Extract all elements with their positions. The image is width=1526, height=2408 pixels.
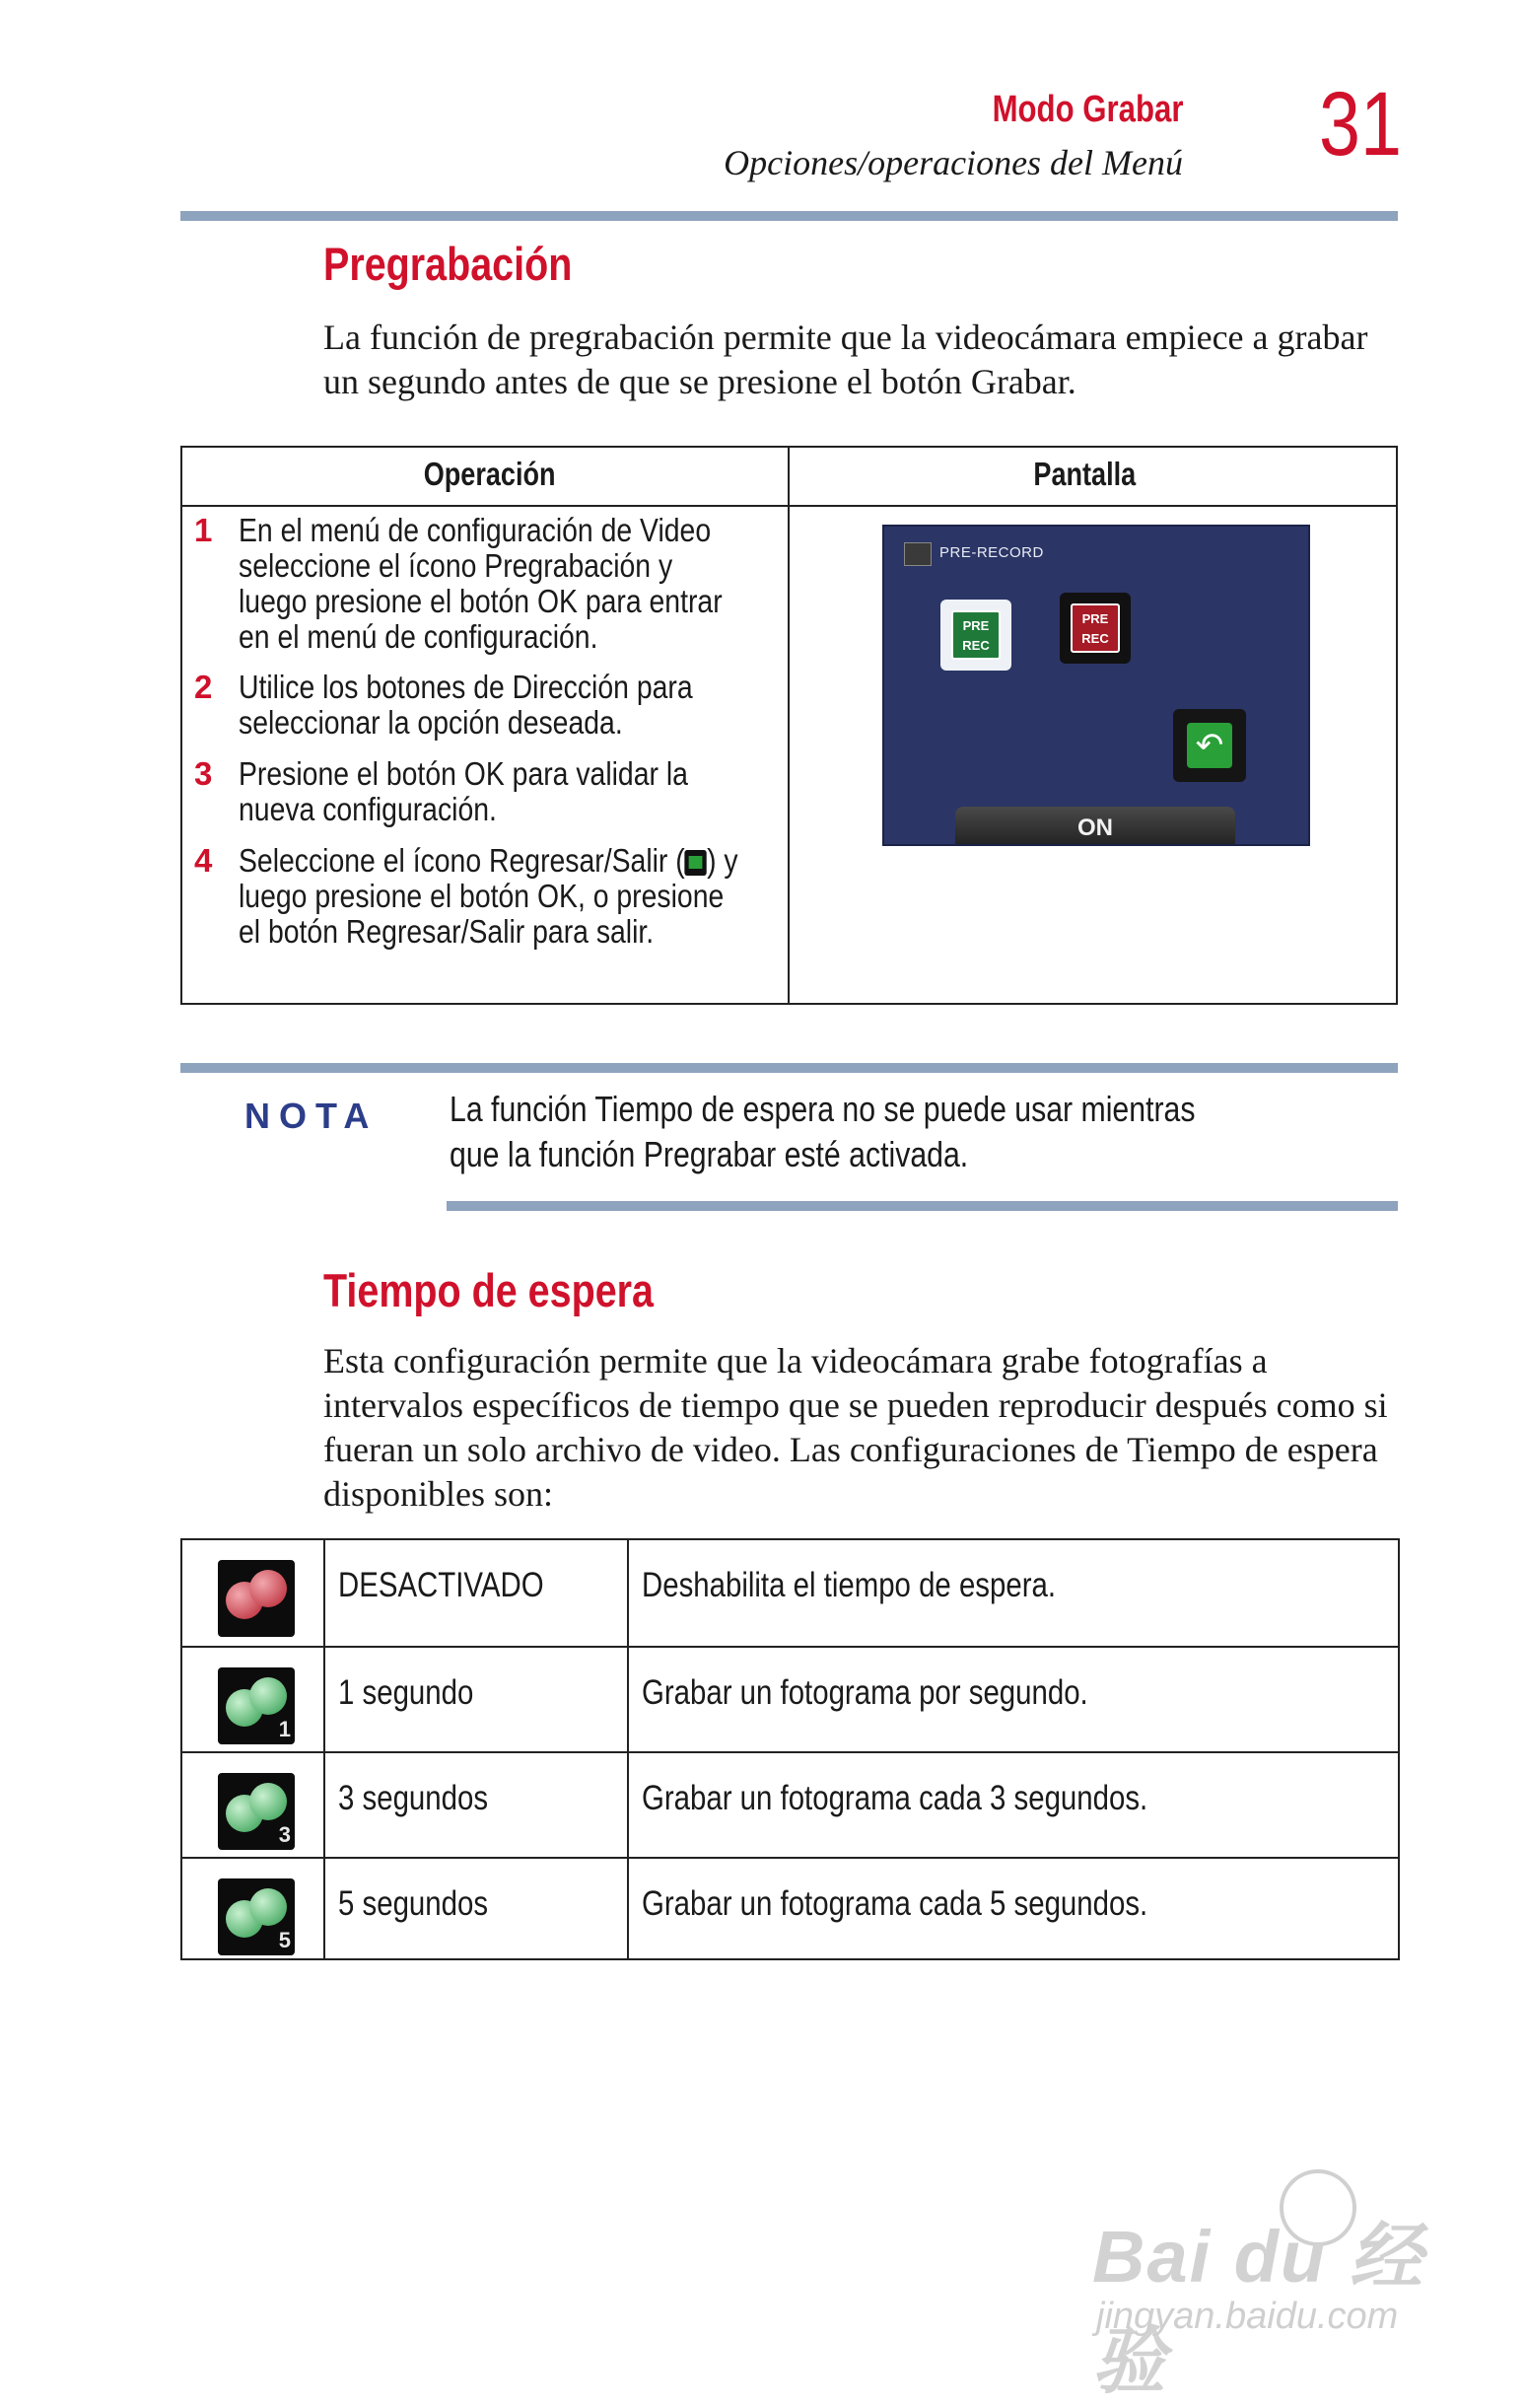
table-column-divider <box>788 448 790 1003</box>
step-text-after: ) y luego presione el botón OK, o presione el botón Regresar/Salir para salir. <box>239 842 738 950</box>
column-header-screen: Pantalla <box>1033 456 1137 492</box>
watermark-url: jingyan.baidu.com <box>1096 2296 1399 2337</box>
timelapse-intro: Esta configuración permite que la videocámara grabe fotografías a intervalos específicos de tiempo que se pueden reproducir después como si fueran un solo archivo de video. Las configuraciones de Tiempo de espera disponibles son: <box>323 1341 1388 1514</box>
timelapse-heading: Tiempo de espera <box>323 1264 654 1316</box>
section-subtitle: Opciones/operaciones del Menú <box>724 143 1183 182</box>
prerecording-heading: Pregrabación <box>323 238 573 290</box>
header-rule <box>180 211 1398 221</box>
note-text: La función Tiempo de espera no se puede usar mientras que la función Pregrabar esté activada. <box>450 1089 1196 1174</box>
timelapse-3s-icon: 3 <box>218 1773 295 1850</box>
prerecording-intro: La función de pregrabación permite que la videocámara empiece a grabar un segundo antes de que se presione el botón Grabar. <box>323 318 1368 401</box>
timelapse-table <box>180 1538 1400 1960</box>
note-bottom-rule <box>447 1201 1398 1211</box>
table-column-divider <box>323 1540 325 1958</box>
timelapse-option-desc: Deshabilita el tiempo de espera. <box>642 1566 1057 1604</box>
table-row <box>182 1646 1398 1753</box>
timelapse-option-desc: Grabar un fotograma cada 5 segundos. <box>642 1884 1148 1923</box>
timelapse-option-desc: Grabar un fotograma cada 3 segundos. <box>642 1779 1148 1817</box>
screen-title: PRE-RECORD <box>939 544 1044 561</box>
timelapse-5s-icon: 5 <box>218 1878 295 1955</box>
step-text: Utilice los botones de Dirección para seleccionar la opción deseada. <box>239 669 693 741</box>
table-row <box>182 1751 1398 1859</box>
table-column-divider <box>627 1540 629 1958</box>
watermark <box>1092 2169 1487 2402</box>
video-mode-icon <box>904 542 932 566</box>
prerecord-screen <box>882 525 1310 846</box>
page-number: 31 <box>1319 74 1402 175</box>
timelapse-option-label: 3 segundos <box>338 1779 489 1817</box>
timelapse-off-icon <box>218 1560 295 1637</box>
step-text: Presione el botón OK para validar la nueva configuración. <box>239 755 688 827</box>
operation-table <box>180 446 1398 1005</box>
prerec-off-option[interactable] <box>1060 593 1131 664</box>
watermark-brand: Bai du 经验 <box>1092 2216 1424 2402</box>
timelapse-option-label: 5 segundos <box>338 1884 489 1923</box>
prerec-on-option[interactable] <box>940 600 1011 671</box>
timelapse-option-desc: Grabar un fotograma por segundo. <box>642 1673 1088 1712</box>
note-label: NOTA <box>244 1096 379 1136</box>
prerec-off-icon: PRE REC <box>1071 603 1120 653</box>
return-exit-icon <box>685 850 707 876</box>
screen-status: ON <box>955 807 1235 846</box>
timelapse-option-label: 1 segundo <box>338 1673 474 1712</box>
table-row <box>182 1857 1398 1964</box>
step-text <box>239 843 738 950</box>
timelapse-option-label: DESACTIVADO <box>338 1566 544 1604</box>
prerec-on-icon: PRE REC <box>951 610 1001 660</box>
step-number: 4 <box>194 842 213 879</box>
step-text: En el menú de configuración de Video seleccione el ícono Pregrabación y luego presione el botón OK para entrar en el menú de configuración. <box>239 512 723 655</box>
step-number: 1 <box>194 512 213 548</box>
step-number: 2 <box>194 669 213 705</box>
note-top-rule <box>180 1063 1398 1073</box>
step-text-before: Seleccione el ícono Regresar/Salir ( <box>239 842 685 879</box>
section-title: Modo Grabar <box>992 89 1183 130</box>
return-button[interactable] <box>1173 709 1246 782</box>
return-arrow-icon: ↶ <box>1187 723 1232 768</box>
table-header-divider <box>182 505 1396 507</box>
timelapse-1s-icon: 1 <box>218 1667 295 1744</box>
column-header-operation: Operación <box>423 456 556 492</box>
step-number: 3 <box>194 755 213 792</box>
table-row <box>182 1540 1398 1646</box>
